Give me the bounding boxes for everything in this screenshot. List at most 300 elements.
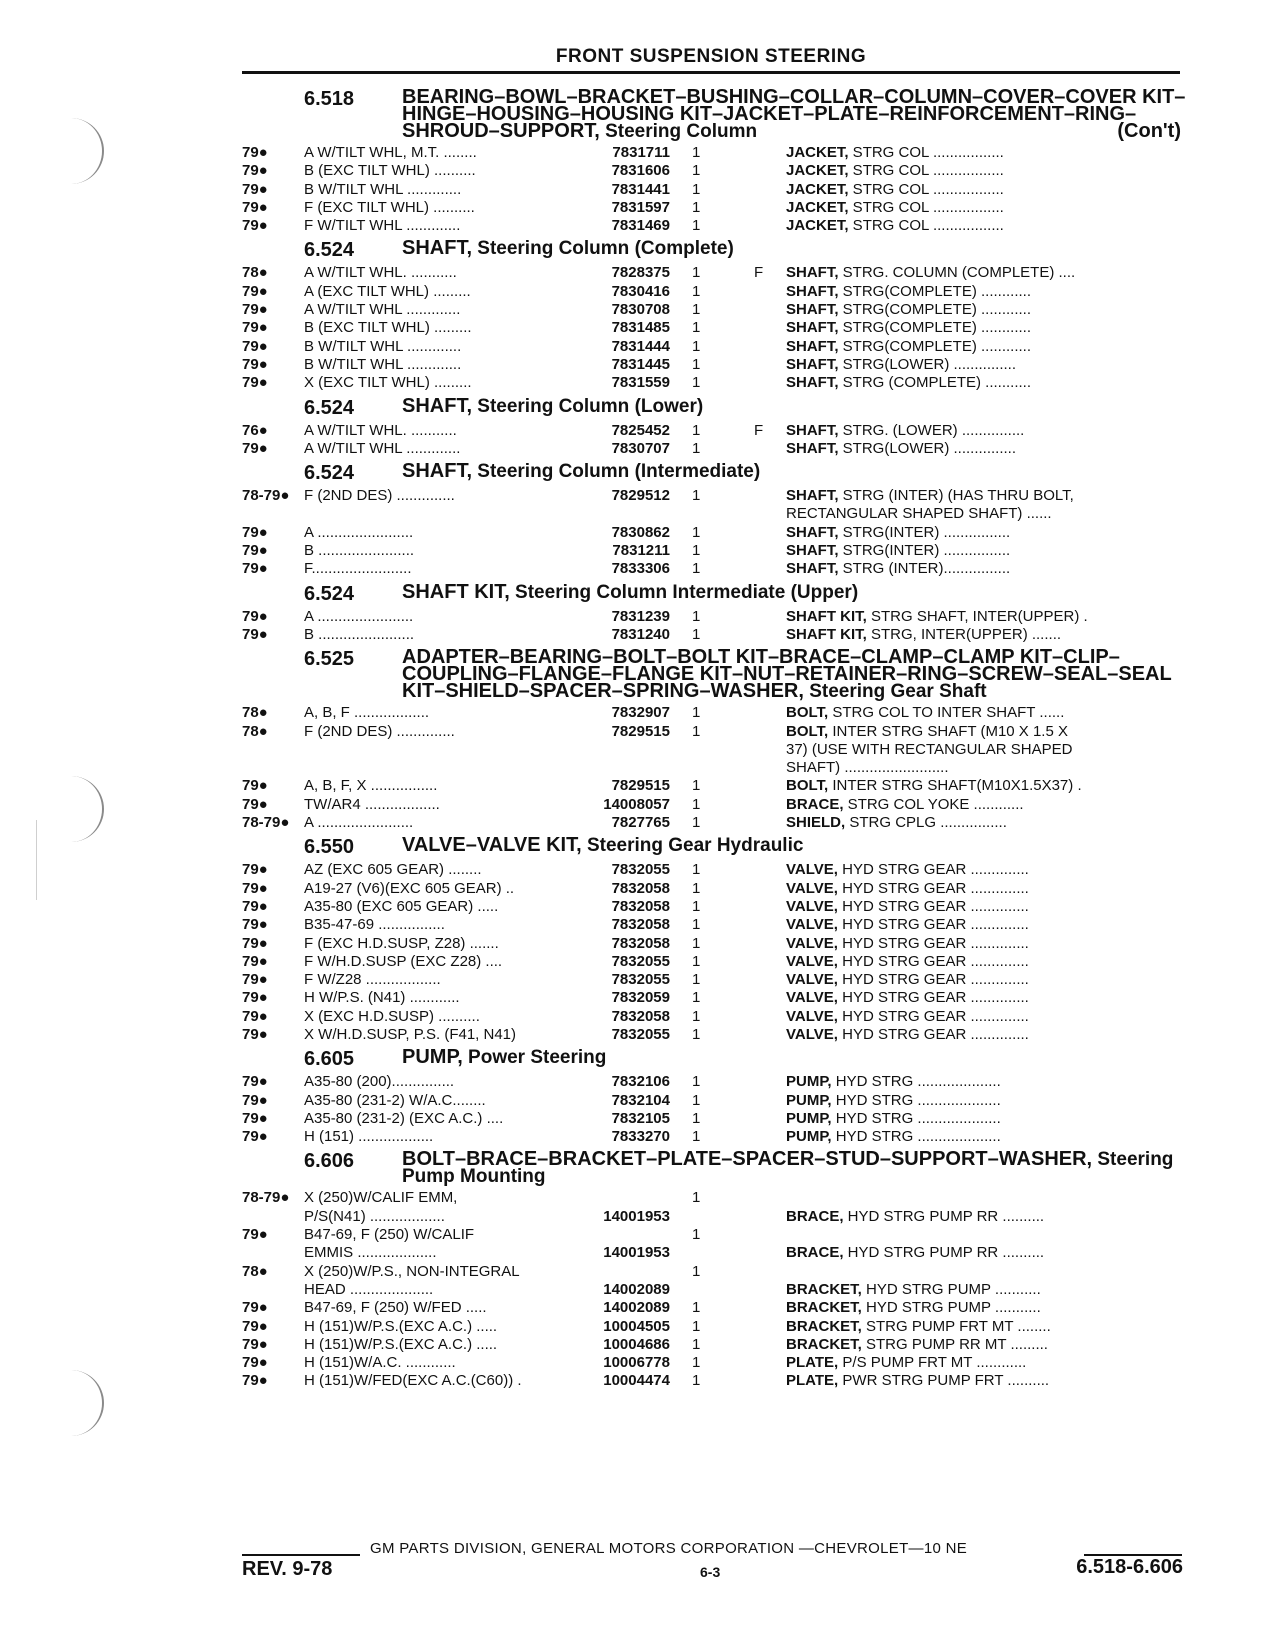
section-heading xyxy=(242,646,1187,703)
application-description: A W/TILT WHL. ........... xyxy=(304,421,457,439)
model-year: 79● xyxy=(242,144,268,161)
part-name-detail: STRG COL ................. xyxy=(848,198,1004,216)
part-name xyxy=(786,1008,1187,1026)
table-row xyxy=(242,560,1187,578)
application-description: B W/TILT WHL ............. xyxy=(304,355,462,373)
section-heading xyxy=(242,1046,1187,1071)
page-title: FRONT SUSPENSION STEERING xyxy=(555,46,867,67)
part-name xyxy=(786,181,1187,199)
table-row xyxy=(242,1110,1187,1128)
model-year: 79● xyxy=(242,795,268,813)
quantity: 1 xyxy=(692,934,701,952)
part-name-bold: JACKET, xyxy=(786,198,849,216)
table-row xyxy=(242,319,1187,337)
flag-code: F xyxy=(754,421,764,439)
section-title-mixed: Steering Column (Complete) xyxy=(472,238,734,260)
part-name xyxy=(786,217,1187,235)
part-name xyxy=(786,1189,1187,1226)
quantity: 1 xyxy=(692,523,701,541)
part-name-detail: HYD STRG GEAR .............. xyxy=(837,952,1029,970)
model-year: 79● xyxy=(242,861,268,879)
table-row xyxy=(242,301,1187,319)
flag-code xyxy=(754,524,786,542)
part-name-detail: HYD STRG PUMP RR .......... xyxy=(843,1244,1045,1262)
model-year: 79● xyxy=(242,879,268,897)
part-name xyxy=(786,319,1187,337)
part-name-detail: STRG COL ................. xyxy=(848,180,1004,198)
quantity: 1 xyxy=(692,487,701,505)
application-description: B W/TILT WHL ............. xyxy=(304,337,462,355)
part-name-detail: HYD STRG GEAR .............. xyxy=(837,861,1029,879)
section-title-caps: SHAFT KIT, xyxy=(402,580,510,603)
quantity: 1 xyxy=(692,1299,701,1317)
table-row xyxy=(242,1073,1187,1091)
part-number: 7832055 xyxy=(611,1025,670,1043)
section-title-caps: SHAFT, xyxy=(402,394,472,417)
flag-code xyxy=(754,1336,786,1354)
flag-code xyxy=(754,560,786,578)
quantity: 1 xyxy=(692,1262,701,1280)
footer-publisher: GM PARTS DIVISION, GENERAL MOTORS CORPORATION —CHEVROLET—10 NE xyxy=(370,1540,968,1557)
model-year: 78-79● xyxy=(242,1189,290,1207)
part-name xyxy=(786,422,1187,440)
part-name xyxy=(786,608,1187,626)
application-description: A W/TILT WHL ............. xyxy=(304,301,461,319)
flag-code xyxy=(754,374,786,392)
part-number: 7829512 xyxy=(611,487,670,505)
part-name xyxy=(786,626,1187,644)
part-name xyxy=(786,283,1187,301)
part-name-bold: VALVE, xyxy=(786,934,838,952)
table-row xyxy=(242,144,1187,162)
part-number: 7831606 xyxy=(611,162,670,180)
part-number: 7832058 xyxy=(611,916,670,934)
table-row xyxy=(242,953,1187,971)
flag-code xyxy=(754,199,786,217)
quantity: 1 xyxy=(692,439,701,457)
part-name-detail: HYD STRG .................... xyxy=(831,1109,1001,1127)
section-title-mixed: Steering Column (Intermediate) xyxy=(472,461,761,483)
section-number: 6.524 xyxy=(304,239,355,262)
table-row xyxy=(242,181,1187,199)
part-name-bold: BOLT, xyxy=(786,777,829,795)
section-number: 6.524 xyxy=(304,582,355,605)
part-number: 10004686 xyxy=(603,1335,670,1353)
part-name-detail: PWR STRG PUMP FRT .......... xyxy=(838,1372,1050,1390)
part-name-bold: BRACE, xyxy=(786,1244,844,1262)
part-name-bold: SHAFT, xyxy=(786,301,839,319)
table-row xyxy=(242,1263,1187,1300)
quantity: 1 xyxy=(692,1007,701,1025)
part-name-detail: STRG(LOWER) ............... xyxy=(838,355,1017,373)
quantity: 1 xyxy=(692,1372,701,1390)
part-number: 7832058 xyxy=(611,879,670,897)
table-row xyxy=(242,608,1187,626)
part-name xyxy=(786,524,1187,542)
quantity: 1 xyxy=(692,1354,701,1372)
table-row xyxy=(242,542,1187,560)
part-number: 7829515 xyxy=(611,722,670,740)
part-name-detail: HYD STRG GEAR .............. xyxy=(837,879,1029,897)
application-description: B (EXC TILT WHL) .......... xyxy=(304,162,476,180)
part-name-bold: BRACKET, xyxy=(786,1317,862,1335)
part-name-bold: PUMP, xyxy=(786,1091,832,1109)
scan-edge-mark xyxy=(36,820,37,900)
table-row xyxy=(242,971,1187,989)
table-row xyxy=(242,374,1187,392)
flag-code xyxy=(754,144,786,162)
section-title-mixed: Steering Column (Lower) xyxy=(472,395,704,417)
part-name-detail: STRG PUMP FRT MT ........ xyxy=(861,1317,1051,1335)
catalog-section xyxy=(242,580,1187,645)
application-description: A35-80 (231-2) (EXC A.C.) .... xyxy=(304,1109,504,1127)
part-number: 7832105 xyxy=(611,1109,670,1127)
section-heading xyxy=(242,834,1187,859)
quantity: 1 xyxy=(692,1189,701,1207)
flag-code xyxy=(754,356,786,374)
table-row xyxy=(242,777,1187,795)
part-name-detail: STRG(INTER) ................ xyxy=(838,523,1011,541)
part-number: 7832106 xyxy=(611,1073,670,1091)
catalog-section xyxy=(242,1046,1187,1146)
header-rule xyxy=(242,71,1180,74)
application-description: H (151)W/FED(EXC A.C.(C60)) . xyxy=(304,1372,522,1390)
flag-code xyxy=(754,338,786,356)
part-number: 7831445 xyxy=(611,355,670,373)
part-name-bold: PLATE, xyxy=(786,1372,839,1390)
catalog-section xyxy=(242,834,1187,1044)
part-number: 7831711 xyxy=(612,144,670,161)
part-name-bold: SHAFT, xyxy=(786,337,839,355)
quantity: 1 xyxy=(692,1226,701,1244)
part-name-bold: JACKET, xyxy=(786,144,849,161)
part-name-bold: PUMP, xyxy=(786,1109,832,1127)
quantity: 1 xyxy=(692,777,701,795)
model-year: 79● xyxy=(242,523,268,541)
continued-label: (Con't) xyxy=(1117,120,1181,142)
part-name-bold: SHAFT, xyxy=(786,421,839,439)
section-heading xyxy=(242,1148,1187,1188)
model-year: 79● xyxy=(242,1007,268,1025)
section-heading xyxy=(242,237,1187,262)
part-name xyxy=(786,162,1187,180)
part-name xyxy=(786,542,1187,560)
part-name-bold: VALVE, xyxy=(786,989,838,1007)
quantity: 1 xyxy=(692,319,701,337)
part-number: 7831485 xyxy=(611,319,670,337)
section-heading xyxy=(242,394,1187,419)
quantity: 1 xyxy=(692,1128,701,1146)
application-description: X (EXC H.D.SUSP) .......... xyxy=(304,1007,480,1025)
flag-code xyxy=(754,880,786,898)
table-row xyxy=(242,861,1187,879)
quantity: 1 xyxy=(692,355,701,373)
part-name-detail: STRG COL ................. xyxy=(848,217,1004,235)
punch-hole-mark xyxy=(56,776,104,842)
flag-code xyxy=(754,861,786,879)
part-name xyxy=(786,1372,1187,1390)
part-name-bold: SHIELD, xyxy=(786,814,846,832)
flag-code xyxy=(754,1354,786,1372)
section-title-caps: ADAPTER–BEARING–BOLT–BOLT KIT–BRACE–CLAMP–CLAMP KIT–CLIP–COUPLING–FLANGE–FLANGE KIT–NUT–RETAINER–RING–SCREW–SEAL–SEAL KIT–SHIELD–SPACER–SPRING–WASHER, xyxy=(402,646,1172,703)
part-name-detail: INTER STRG SHAFT (M10 X 1.5 X 37) (USE WITH RECTANGULAR SHAPED SHAFT) ......................... xyxy=(786,722,1073,777)
part-name-bold: BRACE, xyxy=(786,795,844,813)
part-name xyxy=(786,356,1187,374)
part-name-detail: STRG SHAFT, INTER(UPPER) . xyxy=(866,607,1088,625)
section-heading xyxy=(242,580,1187,605)
part-name xyxy=(786,916,1187,934)
table-row xyxy=(242,1128,1187,1146)
part-name-bold: SHAFT, xyxy=(786,282,839,300)
flag-code xyxy=(754,608,786,626)
part-name xyxy=(786,935,1187,953)
flag-code xyxy=(754,1263,786,1300)
part-name-bold: BRACKET, xyxy=(786,1299,862,1317)
application-description: B (EXC TILT WHL) ......... xyxy=(304,319,472,337)
part-name-bold: SHAFT KIT, xyxy=(786,607,867,625)
part-name-detail: HYD STRG GEAR .............. xyxy=(837,1007,1029,1025)
table-row xyxy=(242,814,1187,832)
quantity: 1 xyxy=(692,861,701,879)
quantity: 1 xyxy=(692,722,701,740)
model-year: 78-79● xyxy=(242,814,290,832)
flag-code xyxy=(754,814,786,832)
quantity: 1 xyxy=(692,1317,701,1335)
part-name xyxy=(786,704,1187,722)
part-number: 14008057 xyxy=(603,795,670,813)
model-year: 79● xyxy=(242,180,268,198)
part-name xyxy=(786,1110,1187,1128)
quantity: 1 xyxy=(692,560,701,578)
flag-code xyxy=(754,1318,786,1336)
flag-code xyxy=(754,704,786,722)
application-description: B35-47-69 ................ xyxy=(304,916,445,934)
application-description: B ....................... xyxy=(304,542,415,560)
part-name-detail: STRG(COMPLETE) ............ xyxy=(838,301,1032,319)
flag-code xyxy=(754,1026,786,1044)
quantity: 1 xyxy=(692,374,701,392)
model-year: 79● xyxy=(242,355,268,373)
flag-code xyxy=(754,953,786,971)
part-name-detail: STRG(INTER) ................ xyxy=(838,542,1011,560)
model-year: 79● xyxy=(242,162,268,180)
part-name xyxy=(786,861,1187,879)
application-description: F W/Z28 .................. xyxy=(304,971,441,989)
table-row xyxy=(242,524,1187,542)
quantity: 1 xyxy=(692,897,701,915)
application-description: A W/TILT WHL, M.T. ........ xyxy=(304,144,477,161)
model-year: 79● xyxy=(242,952,268,970)
section-title-caps: BOLT–BRACE–BRACKET–PLATE–SPACER–STUD–SUPPORT–WASHER, xyxy=(402,1148,1093,1171)
table-row xyxy=(242,422,1187,440)
part-name-bold: SHAFT KIT, xyxy=(786,625,867,643)
application-description: X (250)W/P.S., NON-INTEGRAL HEAD .................... xyxy=(304,1262,520,1298)
quantity: 1 xyxy=(692,814,701,832)
application-description: F (EXC TILT WHL) .......... xyxy=(304,198,475,216)
section-number: 6.605 xyxy=(304,1048,355,1071)
table-row xyxy=(242,916,1187,934)
part-name xyxy=(786,1263,1187,1300)
model-year: 79● xyxy=(242,337,268,355)
model-year: 79● xyxy=(242,374,268,392)
section-title-caps: SHAFT, xyxy=(402,237,472,260)
section-title xyxy=(402,237,1187,260)
section-title xyxy=(402,834,1187,857)
quantity: 1 xyxy=(692,1091,701,1109)
quantity: 1 xyxy=(692,301,701,319)
part-name-detail: STRG(COMPLETE) ............ xyxy=(838,319,1032,337)
part-name xyxy=(786,374,1187,392)
application-description: AZ (EXC 605 GEAR) ........ xyxy=(304,861,482,879)
table-row xyxy=(242,162,1187,180)
part-name-bold: SHAFT, xyxy=(786,487,839,505)
flag-code xyxy=(754,487,786,524)
table-row xyxy=(242,1318,1187,1336)
part-number: 7832058 xyxy=(611,1007,670,1025)
application-description: F........................ xyxy=(304,560,412,578)
part-name-bold: BOLT, xyxy=(786,704,829,722)
catalog-section xyxy=(242,394,1187,459)
part-name-bold: VALVE, xyxy=(786,879,838,897)
model-year: 79● xyxy=(242,560,268,578)
part-name-detail: HYD STRG GEAR .............. xyxy=(837,934,1029,952)
part-name-detail: STRG(LOWER) ............... xyxy=(838,439,1017,457)
part-number: 7832055 xyxy=(611,861,670,879)
model-year: 79● xyxy=(242,777,268,795)
part-number: 14001953 xyxy=(603,1207,670,1225)
part-name-bold: JACKET, xyxy=(786,180,849,198)
part-number: 7827765 xyxy=(611,814,670,832)
part-name-detail: STRG. COLUMN (COMPLETE) .... xyxy=(838,264,1076,282)
part-number: 7829515 xyxy=(611,777,670,795)
part-name-bold: VALVE, xyxy=(786,971,838,989)
quantity: 1 xyxy=(692,144,701,161)
flag-code xyxy=(754,301,786,319)
parts-list xyxy=(242,84,1187,1394)
table-row xyxy=(242,704,1187,722)
section-title-mixed: Steering Column xyxy=(599,121,758,142)
model-year: 79● xyxy=(242,1372,268,1390)
application-description: X W/H.D.SUSP, P.S. (F41, N41) xyxy=(304,1025,517,1043)
part-name-bold: JACKET, xyxy=(786,217,849,235)
quantity: 1 xyxy=(692,542,701,560)
punch-hole-mark xyxy=(56,1370,104,1436)
table-row xyxy=(242,264,1187,282)
quantity: 1 xyxy=(692,916,701,934)
section-title-caps: PUMP, xyxy=(402,1046,463,1069)
model-year: 79● xyxy=(242,1025,268,1043)
quantity: 1 xyxy=(692,989,701,1007)
part-name xyxy=(786,301,1187,319)
model-year: 79● xyxy=(242,607,268,625)
part-name xyxy=(786,796,1187,814)
part-number: 7830416 xyxy=(611,282,670,300)
part-number: 7831239 xyxy=(611,607,670,625)
quantity: 1 xyxy=(692,879,701,897)
quantity: 1 xyxy=(692,1025,701,1043)
model-year: 78-79● xyxy=(242,487,290,505)
table-row xyxy=(242,1299,1187,1317)
model-year: 79● xyxy=(242,542,268,560)
flag-code xyxy=(754,723,786,778)
application-description: A35-80 (231-2) W/A.C........ xyxy=(304,1091,486,1109)
application-description: X (EXC TILT WHL) ......... xyxy=(304,374,472,392)
table-row xyxy=(242,338,1187,356)
part-name xyxy=(786,777,1187,795)
quantity: 1 xyxy=(692,704,701,722)
part-name xyxy=(786,1026,1187,1044)
flag-code xyxy=(754,1226,786,1263)
part-name xyxy=(786,440,1187,458)
application-description: A W/TILT WHL. ........... xyxy=(304,264,457,282)
model-year: 79● xyxy=(242,1073,268,1091)
part-name-detail: STRG, INTER(UPPER) ....... xyxy=(866,625,1062,643)
application-description: B47-69, F (250) W/CALIF EMMIS ................... xyxy=(304,1226,475,1262)
part-number: 7831240 xyxy=(611,625,670,643)
application-description: A19-27 (V6)(EXC 605 GEAR) .. xyxy=(304,879,515,897)
application-description: A35-80 (EXC 605 GEAR) ..... xyxy=(304,897,499,915)
part-name xyxy=(786,814,1187,832)
section-title xyxy=(402,86,1187,142)
table-row xyxy=(242,1354,1187,1372)
part-name-bold: BRACE, xyxy=(786,1207,844,1225)
part-name xyxy=(786,1336,1187,1354)
quantity: 1 xyxy=(692,1335,701,1353)
part-name-detail: HYD STRG GEAR .............. xyxy=(837,897,1029,915)
table-row xyxy=(242,796,1187,814)
application-description: H (151) .................. xyxy=(304,1128,434,1146)
part-number: 14002089 xyxy=(603,1280,670,1298)
part-name-detail: STRG. (LOWER) ............... xyxy=(838,421,1025,439)
model-year: 78● xyxy=(242,264,268,282)
part-name xyxy=(786,144,1187,162)
quantity: 1 xyxy=(692,162,701,180)
section-title xyxy=(402,1148,1187,1188)
quantity: 1 xyxy=(692,421,701,439)
table-row xyxy=(242,935,1187,953)
quantity: 1 xyxy=(692,198,701,216)
application-description: F (EXC H.D.SUSP, Z28) ....... xyxy=(304,934,499,952)
model-year: 79● xyxy=(242,301,268,319)
part-name-detail: HYD STRG GEAR .............. xyxy=(837,971,1029,989)
section-range: 6.518-6.606 xyxy=(1076,1556,1183,1578)
part-name xyxy=(786,1092,1187,1110)
section-heading xyxy=(242,460,1187,485)
table-row xyxy=(242,989,1187,1007)
catalog-section xyxy=(242,237,1187,392)
section-title-mixed: Steering Gear Hydraulic xyxy=(581,835,804,857)
part-name-detail: HYD STRG .................... xyxy=(831,1073,1001,1091)
part-name xyxy=(786,199,1187,217)
part-number: 7831559 xyxy=(611,374,670,392)
section-heading xyxy=(242,86,1187,142)
flag-code xyxy=(754,1110,786,1128)
table-row xyxy=(242,626,1187,644)
part-number: 7831444 xyxy=(611,337,670,355)
catalog-section xyxy=(242,646,1187,832)
part-name-detail: STRG COL ................. xyxy=(848,144,1004,161)
application-description: A ....................... xyxy=(304,607,414,625)
application-description: H (151)W/P.S.(EXC A.C.) ..... xyxy=(304,1335,498,1353)
section-title-caps: BEARING–BOWL–BRACKET–BUSHING–COLLAR–COLUMN–COVER–COVER KIT–HINGE–HOUSING–HOUSING KIT–JACKET–PLATE–REINFORCEMENT–RING–SHROUD–SUPPORT, xyxy=(402,86,1186,142)
part-name-detail: STRG(COMPLETE) ............ xyxy=(838,337,1032,355)
part-name xyxy=(786,1128,1187,1146)
part-name-detail: HYD STRG GEAR .............. xyxy=(837,916,1029,934)
table-row xyxy=(242,283,1187,301)
application-description: X (250)W/CALIF EMM, P/S(N41) .................. xyxy=(304,1189,458,1225)
part-name-detail: STRG COL TO INTER SHAFT ...... xyxy=(828,704,1065,722)
model-year: 79● xyxy=(242,1128,268,1146)
